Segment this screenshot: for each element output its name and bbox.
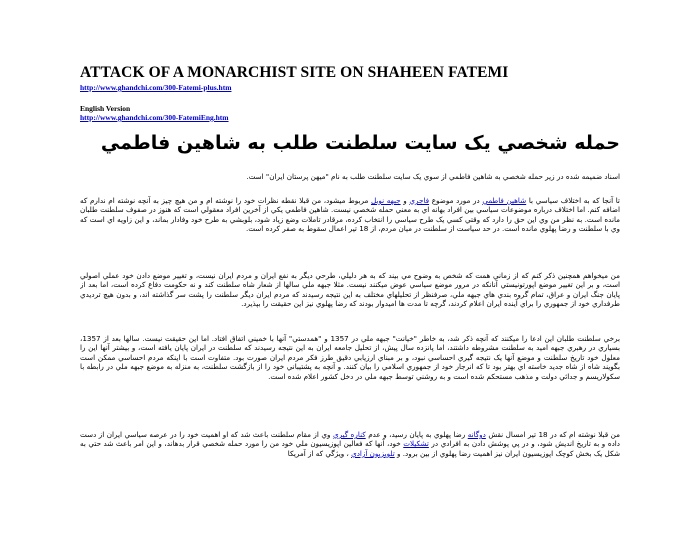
p5-text-b: رضا پهلوي به پايان رسيد، و عدم xyxy=(368,430,466,439)
english-version-label: English Version xyxy=(80,104,131,113)
fajeri-link[interactable]: فاجري xyxy=(409,196,430,205)
english-version-link[interactable]: http://www.ghandchi.com/300-FatemiEng.htm xyxy=(80,113,229,122)
persian-plus-link[interactable]: http://www.ghandchi.com/300-Fatemi-plus.htm xyxy=(80,83,232,92)
shaheen-fatemi-link[interactable]: شاهين فاطمي xyxy=(482,196,527,205)
paragraph-intro: اسناد ضميمه شده در زير حمله شخصي به شاهين فاطمي از سوي يک سايت سلطنت طلب به نام "ميهن پرستان ايران" است. xyxy=(246,172,620,181)
p5-text-c: وي از مقام سلطنت باعث شد كه او اهميت خود را در عرصه سياسي ايران از دست داده و به تاريخ انديش شود، و در پي پوشش دادن به افرادي در xyxy=(80,430,620,449)
p2-text-c: و xyxy=(403,196,407,205)
p5-text-e: ، ويژگي كه از آمريكا xyxy=(287,448,349,458)
english-heading: ATTACK OF A MONARCHIST SITE ON SHAHEEN FATEMI xyxy=(80,64,509,81)
jebhe-nobel-link[interactable]: جبهه نوبل xyxy=(370,196,401,205)
dogane-link[interactable]: دوگانه xyxy=(467,430,486,439)
p2-text-a: تا آنجا كه به اختلاف سياسي با xyxy=(528,196,620,205)
persian-heading: حمله شخصي يک سايت سلطنت طلب به شاهين فاطمي xyxy=(100,132,620,154)
paragraph-3: من ميخواهم همچنين ذكر كنم كه از زماني همت كه شخص به وضوح مي بيند كه به هر دليلي، طرحي ديگر به نفع ايران و مردم ايران نيست، و تغيير موضع دادن خود عملي اصولي است، و بر اين تغيير موضع اپورتونيستي آنانكه در مرور موضع سياسي عوض ميكنند نيست. مثلا جبهه ملي سالها از شعار شاه سلطنت كند و نه حكومت دفاع كرده است، اما بعد از پايان جنگ ايران و عراق، تمام گروه بندي هاي جبهه ملي، صرفنظر از تحليلهاي مختلف به اين نتيجه رسيدند كه مردم ايران ديگر سلطنت را پشت سر گذاشته اند، و بدون هيچ ترديدي طرفداري خود از جمهوري را براي آينده ايران اعلام كردند، گرچه تا مدت ها اميدوار بودند كه رضا پهلوي نيز اين حقيقت را بپذيرد. xyxy=(80,271,620,309)
paragraph-2 xyxy=(80,196,620,262)
tv-azadi-link[interactable]: تلويزيون آزادي xyxy=(351,448,395,458)
kenare-giri-link[interactable]: كناره گيري xyxy=(332,430,366,439)
paragraph-4: برخي سلطنت طلبان اين ادعا را ميكنند كه آنچه ذكر شد، به خاطر "خيانت" جبهه ملي در 1357 و "همدستي" آنها با خميني اتفاق افتاد. اما اين حقيقت نيست. سالها بعد از 1357، بسياري در رهبري جبهه اميد به سلطنت مشروطه داشتند، اما پانزده سال پيش، از تحليل جامعه ايران به اين نتيجه رسيدند كه سلطنت در ايران پايان يافته است، و بيشتر آنها اين را معلول خود تاريخ سلطنت و موضع آنها يک نتيجه گيري احساسي نبود، و بر مبناي ارزيابي دقيق طرز فكر مردم ايران صورت بود. متفاوت است با اينكه مردم احساسي ممكن است بگويند شاه از شاه جديد خاسته اي بهتر بود تا كه انرجار خود از جمهوري اسلامي را بيان كنند. و آنچه به پشتيباني خود را از بازگشت سلطنت، به منزله به موضع جبهه ملي در رابطه با سكولاريسم و جدائي دولت و مذهب مستحكم شده است و به روشني توسط جبهه ملي در دخل كشور اعلام شده است. xyxy=(80,334,620,381)
p5-text-d: خود، آنها كه فعالين اپوزيسيون ملي خود من را مورد حمله شخصي قرار بدهاند، و اين امر باعث شد حتي به شكل يک بخش كوچک اپوزيسيون ايران نيز اهميت رضا پهلوي از بين برود. و xyxy=(80,439,620,458)
p2-text-d: مربوط ميشود، من قبلا نقطه نظرات خود را نوشته ام و من هيچ چيز به آنچه نوشته ام ندارم كه اضافه كنم. اما اختلاف درباره موضوعات سياسي بين افراد بهانه اي به معني حمله شخصي نيست. شاهين فاطمي يكي از آخرين افراد معقولي است كه هنوز در صفوف سلطنت طلبان مانده است. به نظر من وي اين حق را دارد كه وقتي كسي يک طرح سياسي را انتخاب كرده، مرقادر تاملات وضع زياد شود، بلوبشي به طرح خود وفادار بماند، و اين زاويه اي است كه وي با سلطنت و رضا پهلوي مانده است. در حد سياست از سلطنت در ميان مردم، از 18 تير اعمال سقوط به صفر كرده است. xyxy=(80,196,620,234)
tashkilat-link[interactable]: تشكيلات xyxy=(403,439,429,449)
p5-text-a: من قبلا نوشته ام كه در 18 تير امسال نقش xyxy=(488,430,620,439)
paragraph-5 xyxy=(80,430,620,470)
p2-text-b: در مورد موضوع xyxy=(431,196,480,205)
